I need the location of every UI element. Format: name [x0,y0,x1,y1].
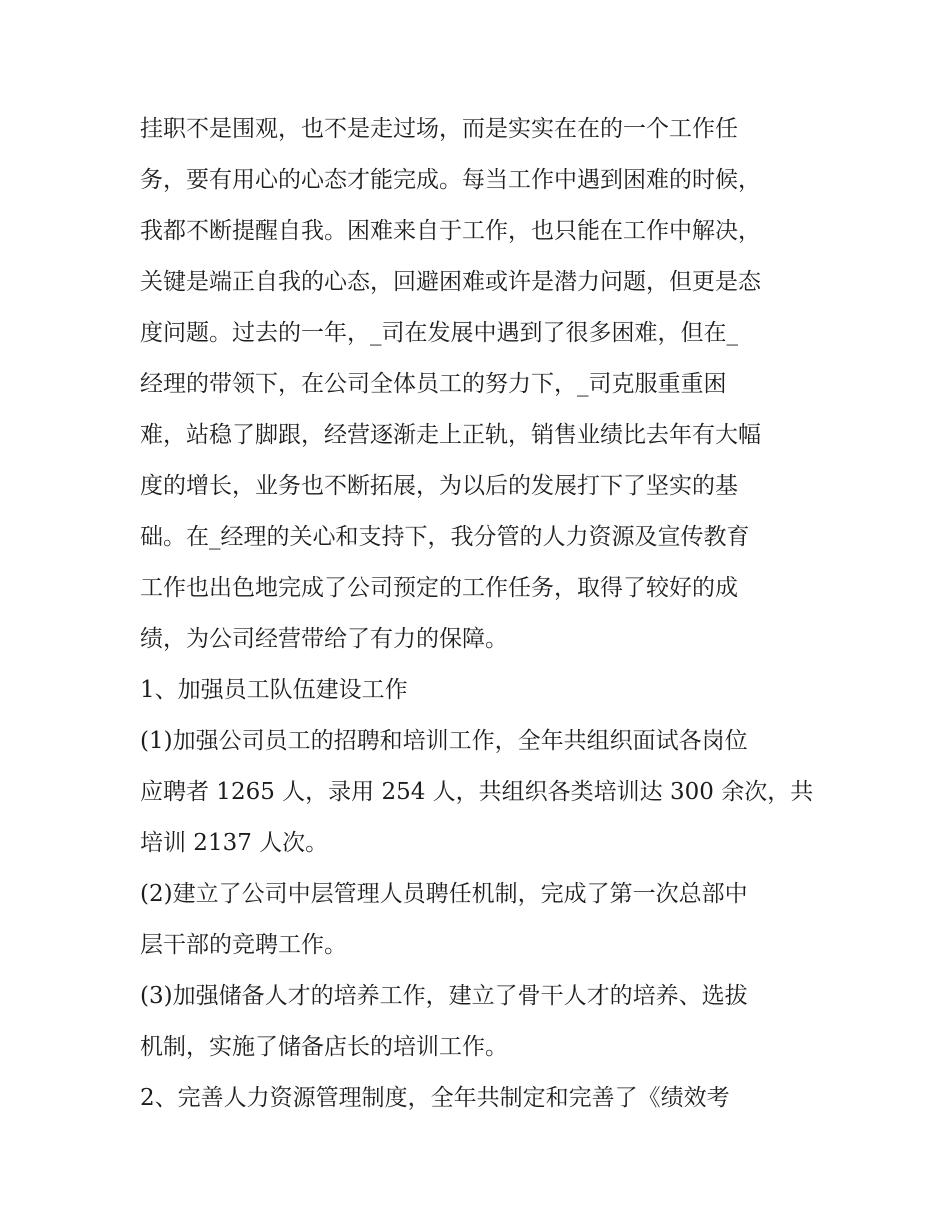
text-line-18: (3)加强储备人才的培养工作，建立了骨干人才的培养、选拔 [140,983,748,1009]
text-line-10: 工作也出色地完成了公司预定的工作任务，取得了较好的成 [140,575,738,601]
text-line-4: 关键是端正自我的心态，回避困难或许是潜力问题，但更是态 [140,269,761,295]
text-line-7: 难，站稳了脚跟，经营逐渐走上正轨，销售业绩比去年有大幅 [140,422,761,448]
text-line-17: 层干部的竞聘工作。 [140,932,347,958]
text-line-9: 础。在_经理的关心和支持下，我分管的人力资源及宣传教育 [140,524,750,550]
text-line-15: 培训 2137 人次。 [140,830,329,856]
document-body [140,104,820,1124]
text-line-6: 经理的带领下，在公司全体员工的努力下，_司克服重重困 [140,371,727,397]
section-heading-2: 2、完善人力资源管理制度，全年共制定和完善了《绩效考 [140,1085,730,1111]
text-line-5: 度问题。过去的一年，_司在发展中遇到了很多困难，但在_ [140,320,738,346]
text-line-14: 应聘者 1265 人，录用 254 人，共组织各类培训达 300 余次，共 [140,779,814,805]
text-line-3: 我都不断提醒自我。困难来自于工作，也只能在工作中解决， [140,218,761,244]
text-line-8: 度的增长，业务也不断拓展，为以后的发展打下了坚实的基 [140,473,738,499]
text-line-16: (2)建立了公司中层管理人员聘任机制，完成了第一次总部中 [140,881,748,907]
text-line-1: 挂职不是围观，也不是走过场，而是实实在在的一个工作任 [140,116,738,142]
text-line-13: (1)加强公司员工的招聘和培训工作，全年共组织面试各岗位 [140,728,748,754]
section-heading-1: 1、加强员工队伍建设工作 [140,677,408,703]
text-line-11: 绩，为公司经营带给了有力的保障。 [140,626,508,652]
text-line-19: 机制，实施了储备店长的培训工作。 [140,1034,508,1060]
text-line-2: 务，要有用心的心态才能完成。每当工作中遇到困难的时候， [140,167,761,193]
